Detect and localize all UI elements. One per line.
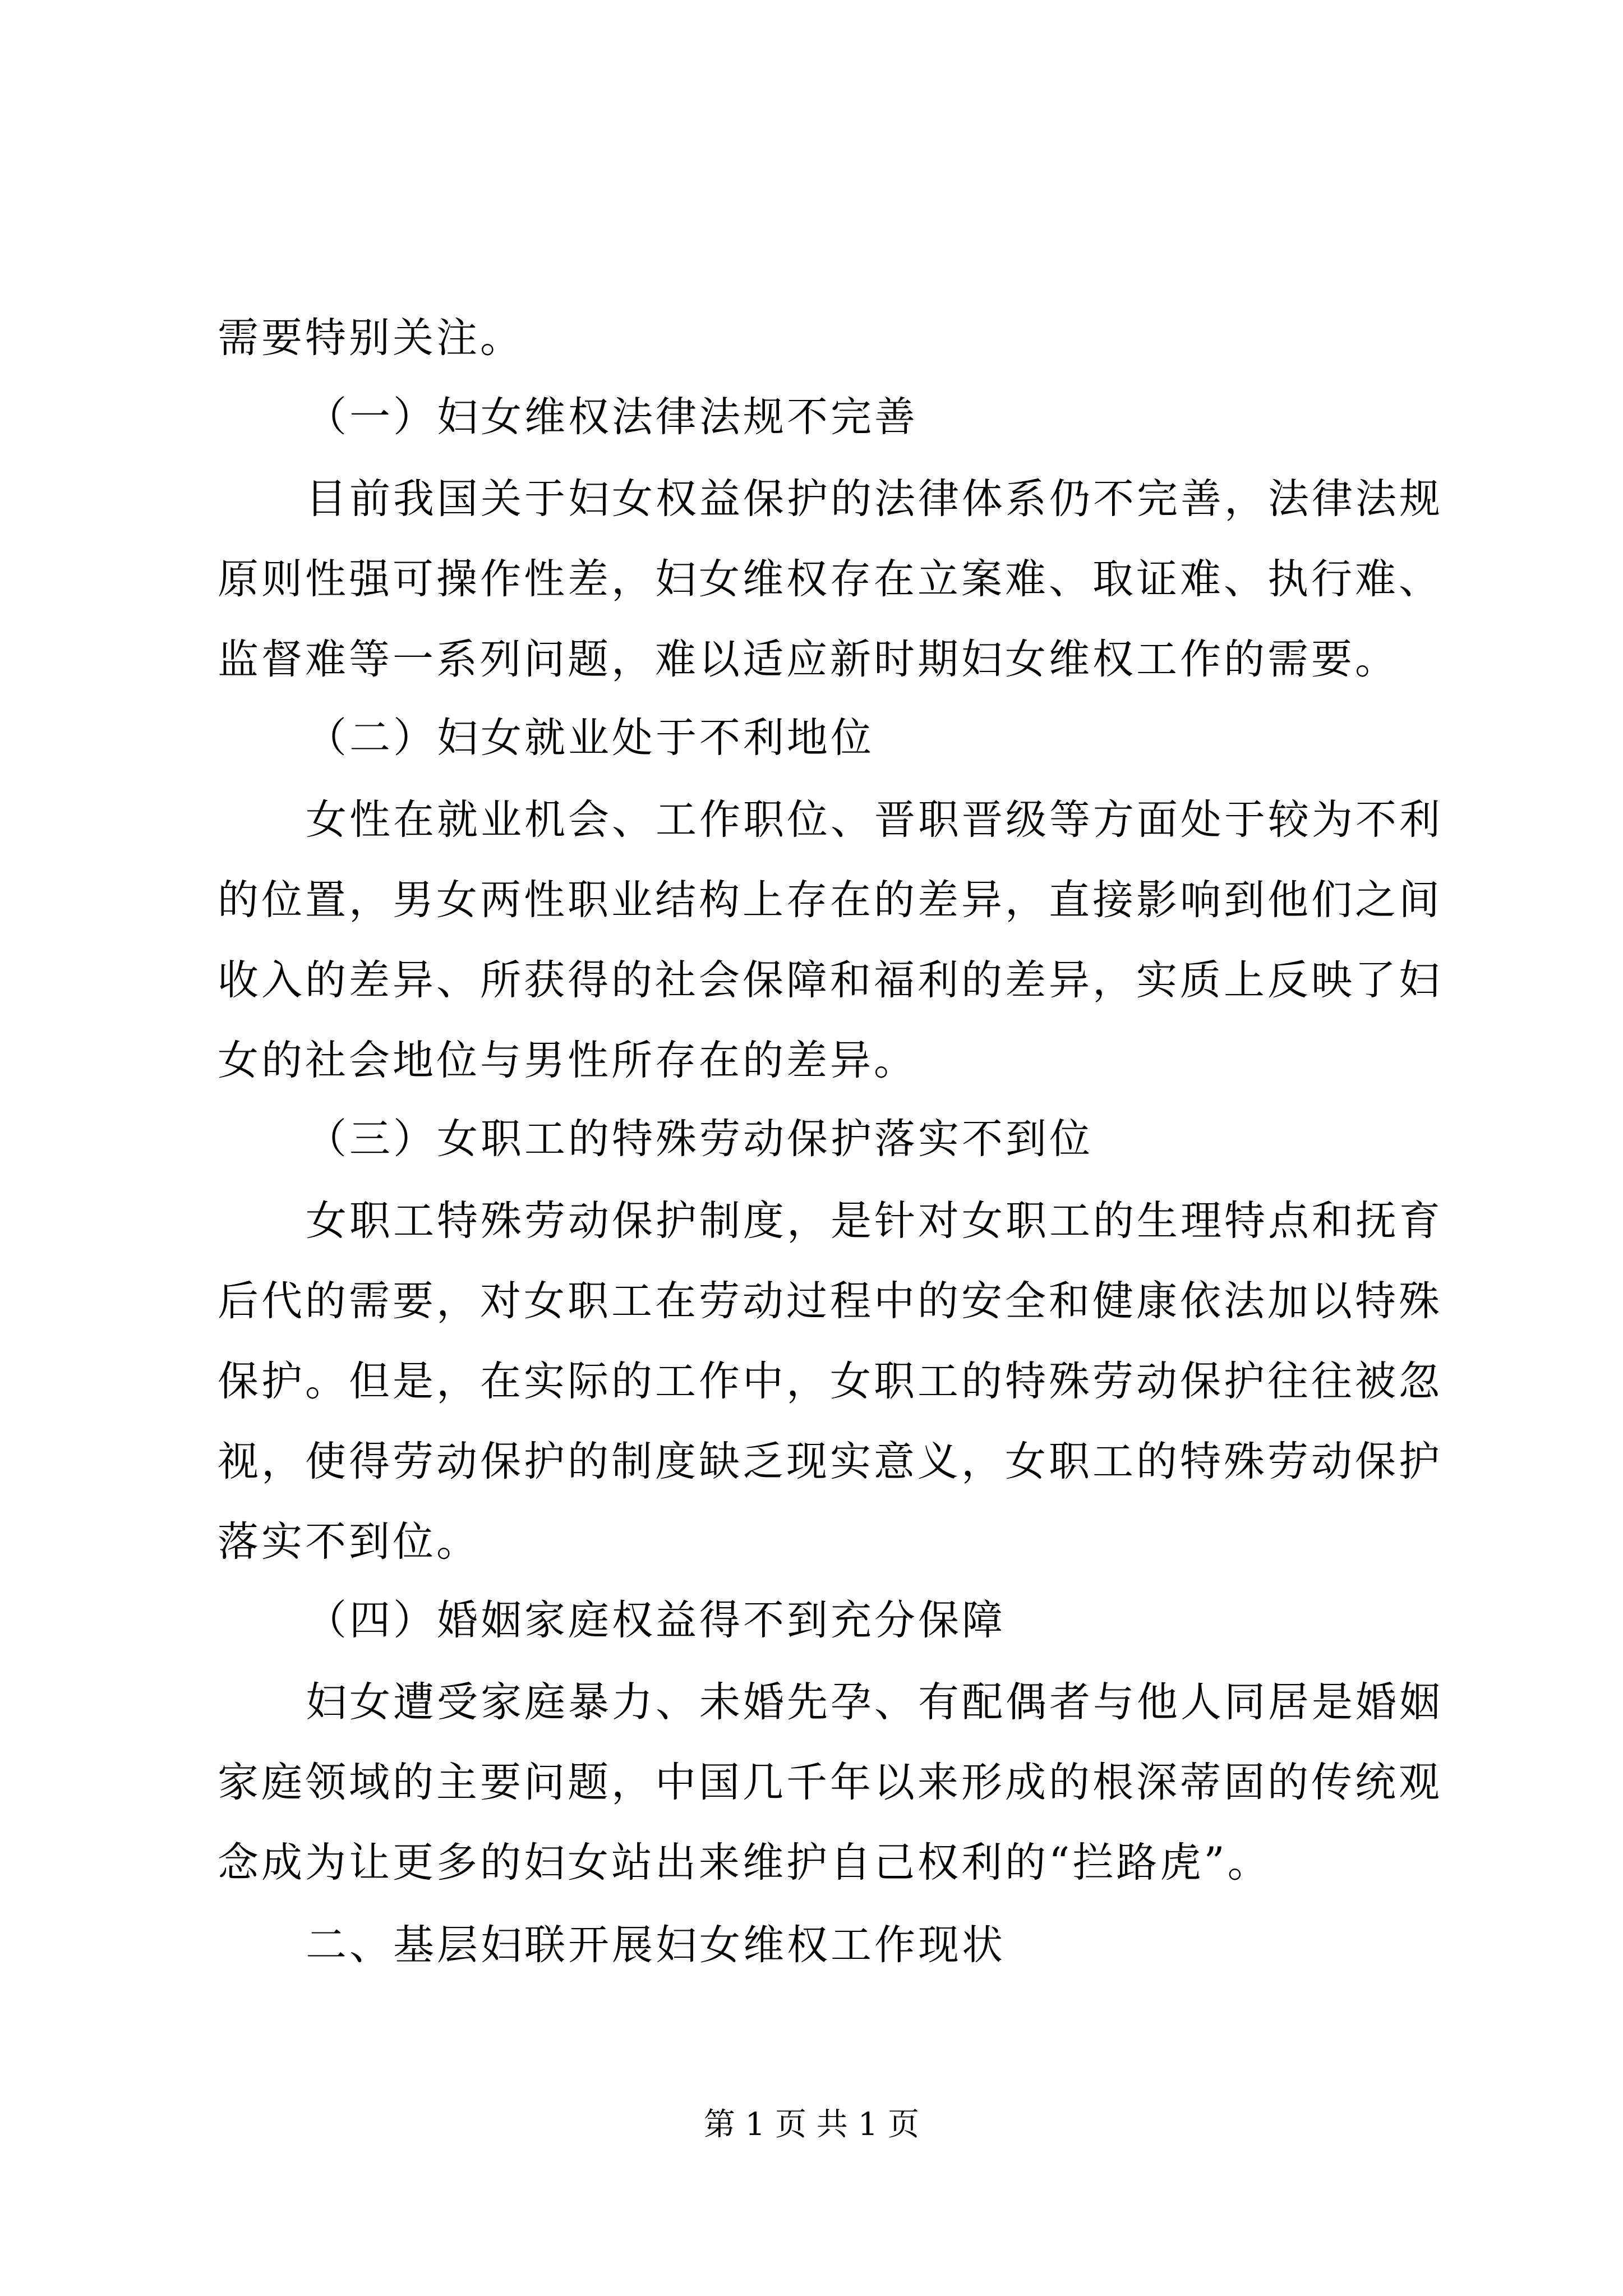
paragraph-line: 收入的差异、所获得的社会保障和福利的差异，实质上反映了妇 xyxy=(218,956,1442,1004)
paragraph-line: 需要特别关注。 xyxy=(218,314,524,362)
paragraph-line: 原则性强可操作性差，妇女维权存在立案难、取证难、执行难、 xyxy=(218,555,1442,603)
paragraph-line: 落实不到位。 xyxy=(218,1518,480,1566)
paragraph-line: 目前我国关于妇女权益保护的法律体系仍不完善，法律法规 xyxy=(306,475,1443,523)
paragraph-line: 念成为让更多的妇女站出来维护自己权利的“拦路虎”。 xyxy=(218,1839,1271,1887)
paragraph-line: 监督难等一系列问题，难以适应新时期妇女维权工作的需要。 xyxy=(218,636,1399,683)
paragraph-line: 妇女遭受家庭暴力、未婚先孕、有配偶者与他人同居是婚姻 xyxy=(306,1678,1443,1726)
part-heading: 二、基层妇联开展妇女维权工作现状 xyxy=(306,1921,1006,1969)
paragraph-line: 女的社会地位与男性所存在的差异。 xyxy=(218,1037,917,1084)
paragraph-line: 女职工特殊劳动保护制度，是针对女职工的生理特点和抚育 xyxy=(306,1197,1443,1245)
paragraph-line: 女性在就业机会、工作职位、晋职晋级等方面处于较为不利 xyxy=(306,796,1443,844)
section-heading-3: （三）女职工的特殊劳动保护落实不到位 xyxy=(306,1115,1093,1163)
section-heading-2: （二）妇女就业处于不利地位 xyxy=(306,714,874,762)
section-heading-4: （四）婚姻家庭权益得不到充分保障 xyxy=(306,1596,1006,1644)
paragraph-line: 后代的需要，对女职工在劳动过程中的安全和健康依法加以特殊 xyxy=(218,1277,1442,1325)
paragraph-line: 视，使得劳动保护的制度缺乏现实意义，女职工的特殊劳动保护 xyxy=(218,1438,1442,1485)
paragraph-line: 保护。但是，在实际的工作中，女职工的特殊劳动保护往往被忽 xyxy=(218,1358,1442,1405)
section-heading-1: （一）妇女维权法律法规不完善 xyxy=(306,393,918,441)
paragraph-line: 家庭领域的主要问题，中国几千年以来形成的根深蒂固的传统观 xyxy=(218,1759,1442,1806)
paragraph-line: 的位置，男女两性职业结构上存在的差异，直接影响到他们之间 xyxy=(218,876,1442,924)
page-footer: 第 1 页 共 1 页 xyxy=(703,2106,920,2143)
